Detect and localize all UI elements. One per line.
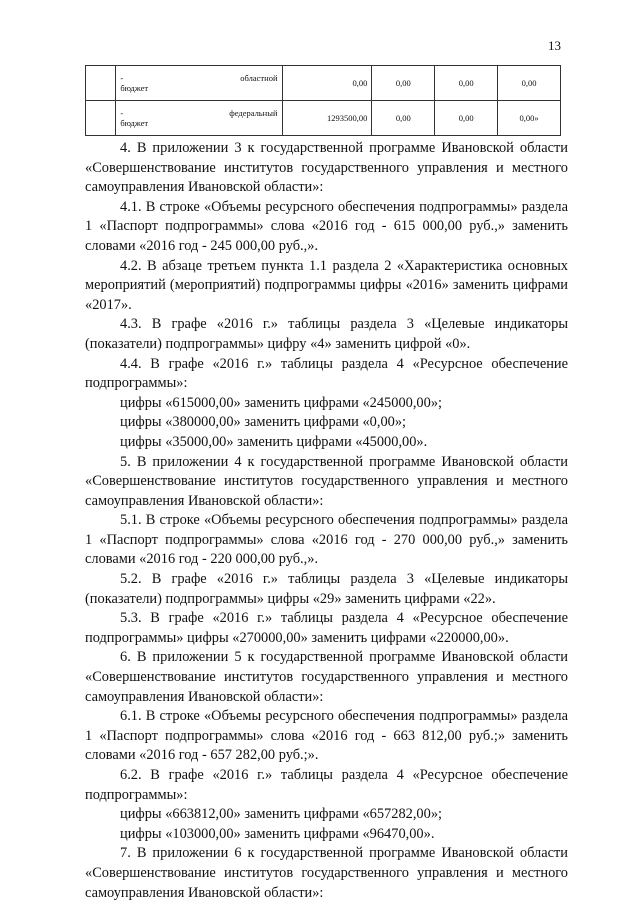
- paragraph: цифры «35000,00» заменить цифрами «45000,00».: [120, 433, 428, 450]
- paragraph: 5.3. В графе «2016 г.» таблицы раздела 4 «Ресурсное обеспечение подпрограммы» цифры «270000,00» заменить цифрами «220000,00».: [85, 610, 568, 646]
- value-cell: 0,00: [372, 101, 435, 136]
- paragraph: цифры «103000,00» заменить цифрами «96470,00».: [120, 825, 435, 842]
- table-row: [86, 66, 561, 101]
- value-cell: 0,00: [372, 66, 435, 101]
- page-number: 13: [548, 38, 561, 53]
- value-cell: 1293500,00: [282, 101, 372, 136]
- paragraph: 7. В приложении 6 к государственной программе Ивановской области «Совершенствование институтов государственного управления и местного самоуправления Ивановской области»:: [85, 845, 568, 901]
- label-dash: -: [120, 73, 124, 83]
- label-rest: бюджет: [120, 83, 149, 93]
- paragraph: цифры «615000,00» заменить цифрами «245000,00»;: [120, 394, 443, 411]
- document-body: [85, 139, 568, 903]
- paragraph: 4.1. В строке «Объемы ресурсного обеспечения подпрограммы» раздела 1 «Паспорт подпрограммы» слова «2016 год - 615 000,00 руб.,» заменить словами «2016 год - 245 000,00 руб.,».: [85, 198, 568, 254]
- paragraph: 6.1. В строке «Объемы ресурсного обеспечения подпрограммы» раздела 1 «Паспорт подпрограммы» слова «2016 год - 663 812,00 руб.;» заменить словами «2016 год - 657 282,00 руб.;».: [85, 708, 568, 764]
- row-label-cell: [116, 101, 282, 136]
- paragraph: 5.1. В строке «Объемы ресурсного обеспечения подпрограммы» раздела 1 «Паспорт подпрограммы» слова «2016 год - 270 000,00 руб.,» заменить словами «2016 год - 220 000,00 руб.,».: [85, 512, 568, 568]
- table-cell: [86, 101, 116, 136]
- paragraph: 4.4. В графе «2016 г.» таблицы раздела 4 «Ресурсное обеспечение подпрограммы»:: [85, 355, 568, 392]
- paragraph: 6. В приложении 5 к государственной программе Ивановской области «Совершенствование институтов государственного управления и местного самоуправления Ивановской области»:: [85, 649, 568, 705]
- paragraph: 4.3. В графе «2016 г.» таблицы раздела 3 «Целевые индикаторы (показатели) подпрограммы» цифру «4» заменить цифрой «0».: [85, 316, 568, 352]
- paragraph: цифры «663812,00» заменить цифрами «657282,00»;: [120, 806, 443, 823]
- budget-table: [85, 65, 561, 136]
- table-row: [86, 101, 561, 136]
- paragraph: 4.2. В абзаце третьем пункта 1.1 раздела 2 «Характеристика основных мероприятий (мероприятий) подпрограммы цифры «2016» заменить цифрами «2017».: [85, 257, 568, 313]
- value-cell: 0,00: [435, 66, 498, 101]
- value-cell: 0,00: [498, 66, 561, 101]
- label-dash: -: [120, 108, 124, 118]
- paragraph: 6.2. В графе «2016 г.» таблицы раздела 4 «Ресурсное обеспечение подпрограммы»:: [85, 767, 568, 803]
- paragraph: 5.2. В графе «2016 г.» таблицы раздела 3 «Целевые индикаторы (показатели) подпрограммы» цифры «29» заменить цифрами «22».: [85, 571, 568, 607]
- paragraph: 5. В приложении 4 к государственной программе Ивановской области «Совершенствование институтов государственного управления и местного самоуправления Ивановской области»:: [85, 453, 568, 509]
- label-word: областной: [240, 73, 278, 83]
- value-cell: 0,00»: [498, 101, 561, 136]
- value-cell: 0,00: [435, 101, 498, 136]
- row-label-cell: [116, 66, 282, 101]
- table-cell: [86, 66, 116, 101]
- label-word: федеральный: [229, 108, 278, 118]
- paragraph: 4. В приложении 3 к государственной программе Ивановской области «Совершенствование институтов государственного управления и местного самоуправления Ивановской области»:: [85, 140, 568, 196]
- paragraph: цифры «380000,00» заменить цифрами «0,00»;: [120, 414, 407, 431]
- value-cell: 0,00: [282, 66, 372, 101]
- label-rest: бюджет: [120, 118, 149, 128]
